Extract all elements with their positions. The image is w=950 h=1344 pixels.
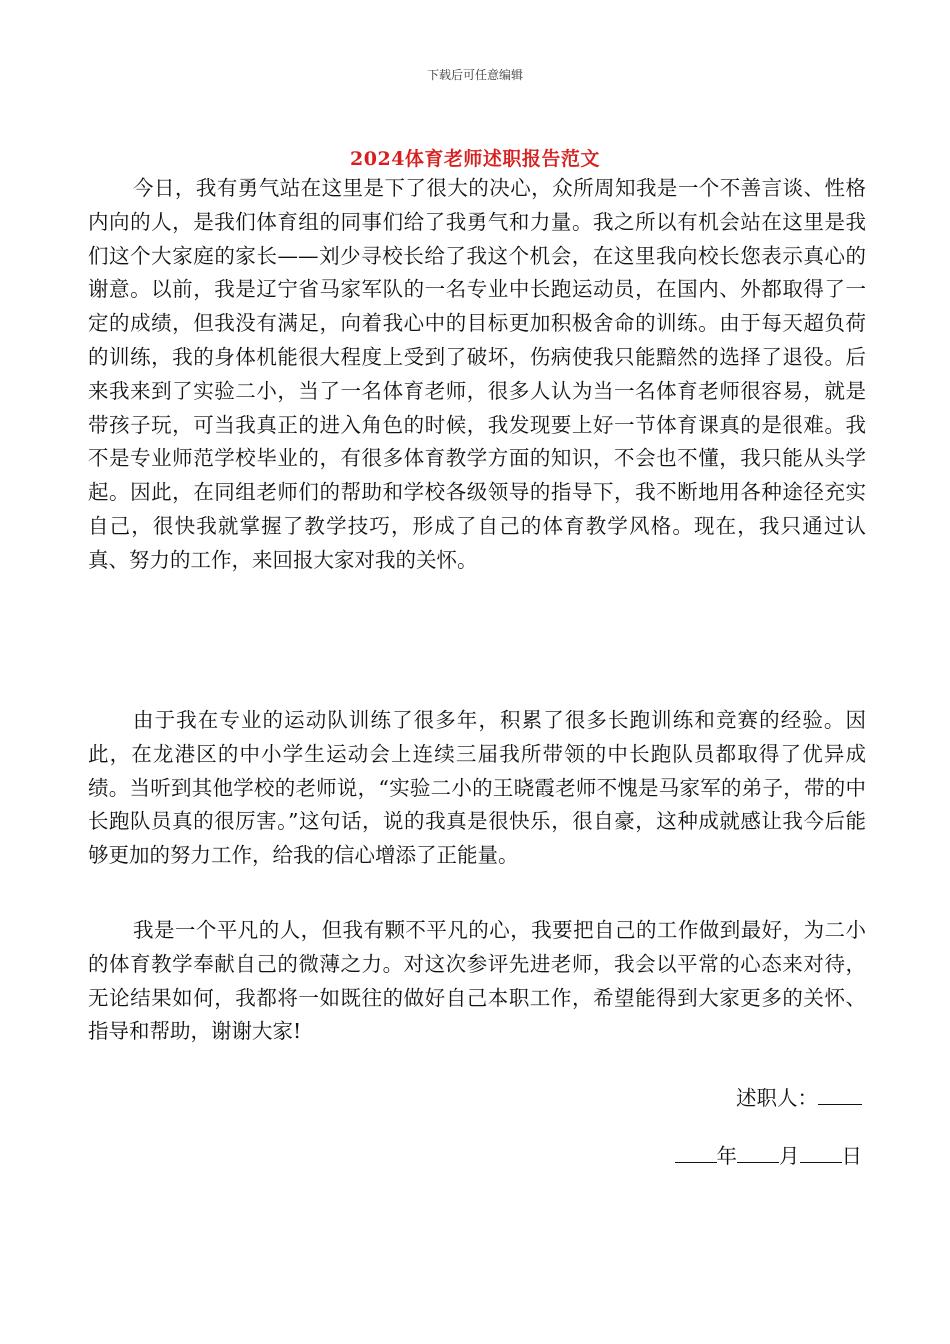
day-label: 日 (841, 1144, 862, 1168)
signature-line (736, 1082, 862, 1115)
header-note: 下载后可任意编辑 (426, 68, 523, 82)
document-title: 2024体育老师述职报告范文 (350, 148, 600, 170)
signature-blank (818, 1082, 862, 1105)
month-label: 月 (779, 1144, 800, 1168)
date-line (675, 1140, 863, 1173)
month-blank (737, 1140, 779, 1163)
year-blank (675, 1140, 717, 1163)
signature-label: 述职人： (736, 1086, 818, 1110)
year-label: 年 (716, 1144, 737, 1168)
paragraph-2: 由于我在专业的运动队训练了很多年，积累了很多长跑训练和竞赛的经验。因此，在龙港区的中小学生运动会上连续三届我所带领的中长跑队员都取得了优异成绩。当听到其他学校的老师说，“实验二小的王晓霞老师不愧是马家军的弟子，带的中长跑队员真的很厉害。”这句话，说的我真是很快乐，很自豪，这种成就感让我今后能够更加的努力工作，给我的信心增添了正能量。 (88, 708, 866, 868)
paragraph-1: 今日，我有勇气站在这里是下了很大的决心，众所周知我是一个不善言谈、性格内向的人，是我们体育组的同事们给了我勇气和力量。我之所以有机会站在这里是我们这个大家庭的家长——刘少寻校长给了我这个机会，在这里我向校长您表示真心的谢意。以前，我是辽宁省马家军队的一名专业中长跑运动员，在国内、外都取得了一定的成绩，但我没有满足，向着我心中的目标更加积极舍命的训练。由于每天超负荷的训练，我的身体机能很大程度上受到了破坏，伤病使我只能黯然的选择了退役。后来我来到了实验二小，当了一名体育老师，很多人认为当一名体育老师很容易，就是带孩子玩，可当我真正的进入角色的时候，我发现要上好一节体育课真的是很难。我不是专业师范学校毕业的，有很多体育教学方面的知识，不会也不懂，我只能从头学起。因此，在同组老师们的帮助和学校各级领导的指导下，我不断地用各种途径充实自己，很快我就掌握了教学技巧，形成了自己的体育教学风格。现在，我只通过认真、努力的工作，来回报大家对我的关怀。 (88, 176, 866, 572)
day-blank (800, 1140, 842, 1163)
paragraph-3: 我是一个平凡的人，但我有颗不平凡的心，我要把自己的工作做到最好，为二小的体育教学奉献自己的微薄之力。对这次参评先进老师，我会以平常的心态来对待，无论结果如何，我都将一如既往的做好自己本职工作，希望能得到大家更多的关怀、指导和帮助，谢谢大家! (88, 918, 866, 1044)
